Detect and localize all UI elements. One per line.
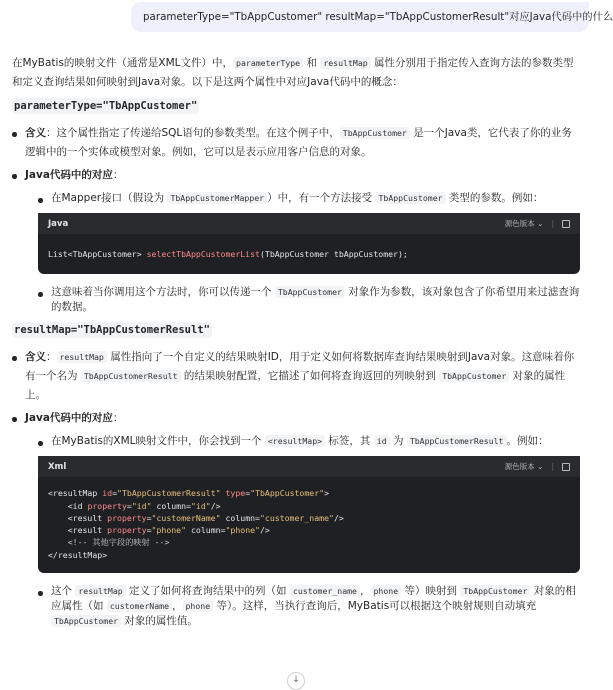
assistant-answer (12, 54, 580, 628)
inline-code: TbAppCustomer (460, 585, 530, 597)
scroll-to-bottom-button[interactable] (287, 672, 305, 690)
inline-code: resultMap (320, 57, 370, 69)
list-item: Java代码中的对应： (12, 166, 580, 185)
user-message-text: parameterType="TbAppCustomer" resultMap="TbAppCustomerResult"对应Java代码中的什么 (143, 11, 613, 23)
inline-code: parameterType (233, 57, 303, 69)
user-message-bubble (131, 2, 613, 32)
code-tools (505, 461, 570, 472)
inline-code: TbAppCustomer (51, 615, 121, 627)
copy-icon[interactable] (562, 220, 570, 228)
java-code-block (38, 213, 580, 274)
inline-code: customer_name (290, 585, 360, 597)
list-item: 这意味着当你调用这个方法时，你可以传递一个 TbAppCustomer 对象作为参数，该对象包含了你希望用来过滤查询的数据。 (38, 284, 580, 314)
code-content: <resultMap id="TbAppCustomerResult" type="TbAppCustomer"> <id property="id" column="id"/> <result property="customerName" column="customer_name"/> <result property="phone" column="phone"/> <!-- 其他字段的映射 --> </resultMap> (48, 488, 344, 560)
inline-code: resultMap (57, 351, 107, 363)
xml-code-block (38, 456, 580, 573)
list-item: 在Mapper接口（假设为 TbAppCustomerMapper ）中，有一个方法接受 TbAppCustomer 类型的参数。例如： (38, 190, 580, 205)
code-language-label: Xml (48, 461, 67, 472)
list-item: 这个 resultMap 定义了如何将查询结果中的列（如 customer_name ， phone 等）映射到 TbAppCustomer 对象的相应属性（如 customerName ， phone 等）。这样，当执行查询后，MyBatis可以根据这个映射规则自动填充 TbAppCustomer 对象的属性值。 (38, 583, 580, 628)
chevron-down-icon: ⌄ (537, 462, 544, 472)
inline-code: phone (183, 600, 214, 612)
inline-code: resultMap (75, 585, 125, 597)
section1-list (12, 124, 580, 185)
copy-icon[interactable] (562, 463, 570, 471)
inline-code: TbAppCustomerMapper (167, 192, 267, 204)
section-heading-parametertype: parameterType="TbAppCustomer" (14, 100, 198, 112)
inline-code: <resultMap> (265, 435, 325, 447)
section1-sublist (12, 190, 580, 314)
inline-code: TbAppCustomerResult (81, 370, 181, 382)
intro-paragraph: 在MyBatis的映射文件（通常是XML文件）中， parameterType 和 resultMap 属性分别用于指定传入查询方法的参数类型和定义查询结果如何映射到Java对象。以下是这两个属性中对应Java代码中的概念： (12, 57, 574, 88)
inline-code: TbAppCustomer (340, 127, 410, 139)
code-content: List<TbAppCustomer> selectTbAppCustomerList(TbAppCustomer tbAppCustomer); (48, 249, 408, 259)
theme-dropdown[interactable]: 源色版本 ⌄ (504, 219, 544, 228)
divider: | (551, 462, 554, 472)
inline-code: TbAppCustomer (275, 286, 345, 298)
inline-code: customerName (107, 600, 172, 612)
code-block-header (38, 456, 580, 477)
code-block-header (38, 213, 580, 234)
inline-code: TbAppCustomer (439, 370, 509, 382)
list-item: 含义：这个属性指定了传递给SQL语句的参数类型。在这个例子中， TbAppCustomer 是一个Java类，它代表了你的业务逻辑中的一个实体或模型对象。例如，它可以是表示应用客户信息的对象。 (12, 124, 580, 162)
inline-code: phone (371, 585, 402, 597)
list-item: Java代码中的对应： (12, 409, 580, 428)
inline-code: id (374, 435, 390, 447)
theme-dropdown[interactable]: 源色版本 ⌄ (504, 462, 544, 472)
list-item: 含义： resultMap 属性指向了一个自定义的结果映射ID，用于定义如何将数据库查询结果映射到Java对象。这意味着你有一个名为 TbAppCustomerResult 的结果映射配置，它描述了如何将查询返回的列映射到 TbAppCustomer 对象的属性上。 (12, 348, 580, 405)
section-heading-resultmap: resultMap="TbAppCustomerResult" (14, 324, 210, 337)
section2-list (12, 348, 580, 428)
chevron-down-icon: ⌄ (537, 219, 544, 228)
divider: | (551, 219, 554, 228)
section2-sublist (12, 433, 580, 628)
code-tools (505, 218, 570, 229)
code-language-label: Java (48, 218, 69, 229)
inline-code: TbAppCustomerResult (407, 435, 507, 447)
arrow-down-icon: ↓ (292, 675, 300, 685)
list-item: 在MyBatis的XML映射文件中，你会找到一个 <resultMap> 标签，其 id 为 TbAppCustomerResult 。例如： (38, 433, 580, 448)
inline-code: TbAppCustomer (375, 192, 445, 204)
